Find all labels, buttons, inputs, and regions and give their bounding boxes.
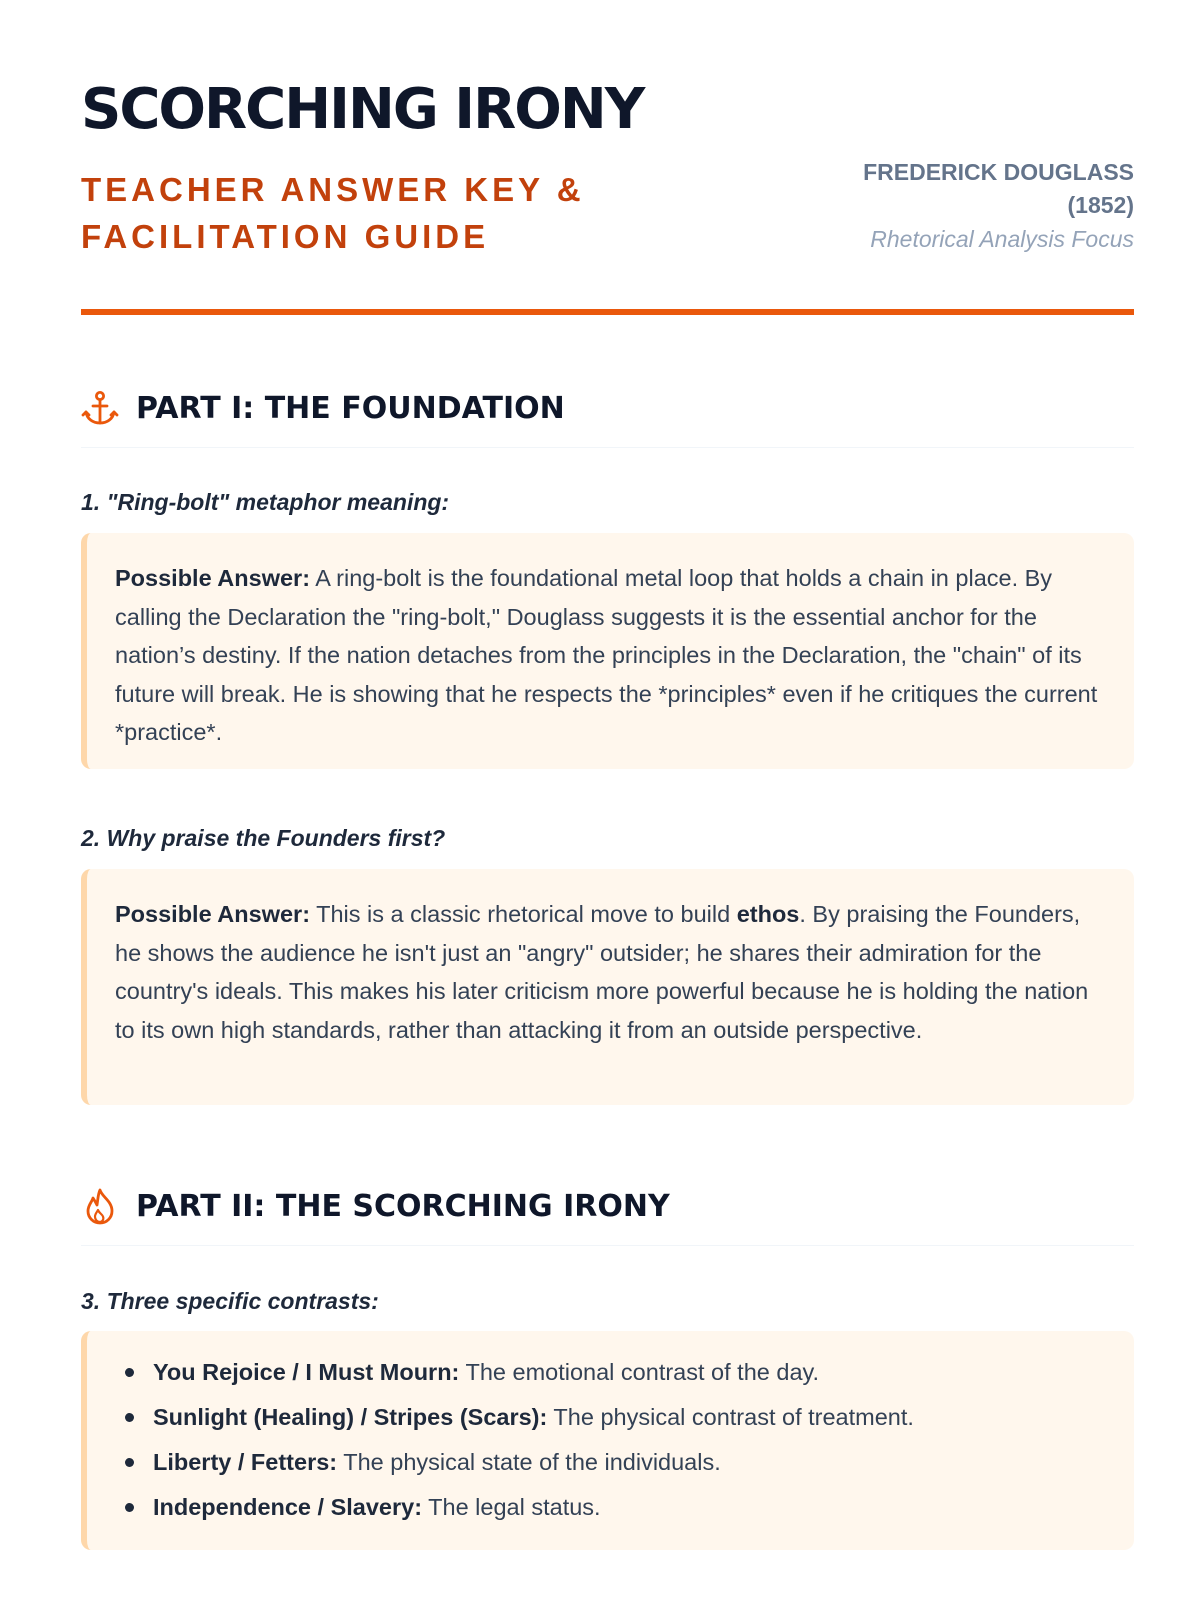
bullet-icon [125, 1413, 134, 1422]
answer-text: This is a classic rhetorical move to build [310, 901, 737, 927]
section-header-part1 [81, 388, 1134, 448]
contrast-term: Sunlight (Healing) / Stripes (Scars): [153, 1404, 548, 1430]
page-title: SCORCHING IRONY [81, 77, 644, 142]
contrast-term: Liberty / Fetters: [153, 1449, 338, 1475]
section-title-part1: PART I: THE FOUNDATION [136, 391, 565, 426]
list-item [115, 1440, 1108, 1485]
contrast-desc: The physical state of the individuals. [337, 1449, 721, 1475]
list-item [115, 1485, 1108, 1530]
contrast-term: Independence / Slavery: [153, 1494, 423, 1520]
list-item [115, 1350, 1108, 1395]
section-header-part2 [81, 1186, 1134, 1246]
question-1: 1. "Ring-bolt" metaphor meaning: [81, 489, 450, 515]
answer-box-1 [81, 533, 1134, 769]
answer-label: Possible Answer: [115, 901, 311, 927]
author-label: FREDERICK DOUGLASS (1852) [863, 159, 1134, 218]
contrast-desc: The physical contrast of treatment. [547, 1404, 914, 1430]
flame-icon [81, 1186, 119, 1226]
list-item [115, 1395, 1108, 1440]
document-meta [814, 156, 1134, 256]
answer-box-3 [81, 1331, 1134, 1550]
question-2: 2. Why praise the Founders first? [81, 825, 446, 851]
question-3: 3. Three specific contrasts: [81, 1288, 379, 1314]
contrast-term: You Rejoice / I Must Mourn: [153, 1359, 460, 1385]
anchor-icon [81, 388, 119, 428]
answer-text: A ring-bolt is the foundational metal loop that holds a chain in place. By calling the Declaration the "ring-bolt," Douglass suggests it is the essential anchor for the nation’s destiny. If the nation detaches from the principles in the Declaration, the "chain" of its future will break. He is showing that he respects the *principles* even if he critiques the current *practice*. [115, 565, 1098, 745]
bullet-icon [125, 1458, 134, 1467]
header-divider [81, 309, 1134, 315]
page-subtitle: TEACHER ANSWER KEY & FACILITATION GUIDE [81, 171, 585, 255]
answer-key-page [81, 0, 1134, 1520]
focus-label: Rhetorical Analysis Focus [870, 226, 1134, 252]
ethos-term: ethos [736, 901, 800, 927]
contrast-desc: The legal status. [422, 1494, 601, 1520]
section-title-part2: PART II: THE SCORCHING IRONY [136, 1189, 670, 1224]
contrast-desc: The emotional contrast of the day. [459, 1359, 820, 1385]
bullet-icon [125, 1368, 134, 1377]
contrast-list [115, 1350, 1108, 1530]
answer-label: Possible Answer: [115, 565, 311, 591]
answer-box-2 [81, 869, 1134, 1105]
bullet-icon [125, 1503, 134, 1512]
document-header [81, 0, 1134, 318]
answer-text: . By praising the Founders, he shows the audience he isn't just an "angry" outsider; he shares their admiration for the country's ideals. This makes his later criticism more powerful because he is holding the nation to its own high standards, rather than attacking it from an outside perspective. [115, 901, 1089, 1043]
